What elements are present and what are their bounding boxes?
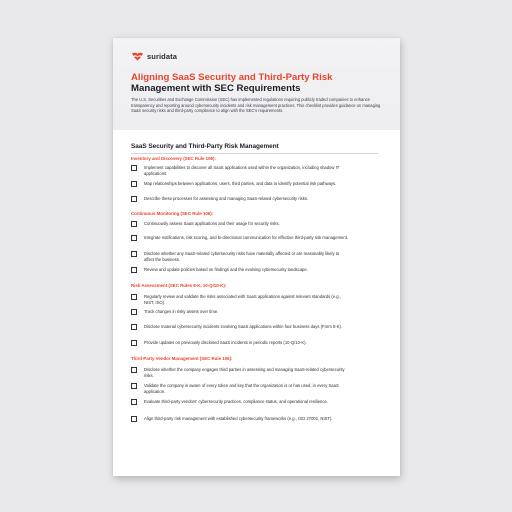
group-title-monitoring: Continuous Monitoring (SEC Rule 106): [131, 211, 214, 216]
brand-logo [131, 52, 177, 61]
checkbox[interactable] [131, 324, 137, 330]
checkbox[interactable] [131, 221, 137, 227]
checklist-item-text: Regularly review and validate the risks associated with SaaS applications against relevant standards (e.g., NIST, ISO). [144, 294, 341, 305]
group-title-vendor-management: Third-Party Vendor Management (SEC Rule 106): [131, 356, 233, 361]
intro-paragraph: The U.S. Securities and Exchange Commission (SEC) has implemented regulations requiring publicly traded companies to enhance transparency and reporting around cybersecurity incidents and risk management practices. This checklist provides guidance on managing SaaS security risks and third-party compliance to align with the SEC's requirements. [131, 97, 381, 114]
suridata-logo-icon [131, 52, 144, 61]
checkbox[interactable] [131, 399, 137, 405]
checkbox[interactable] [131, 309, 137, 315]
checklist-item-text: Evaluate third-party vendors' cybersecurity practices, compliance status, and operational resilience. [144, 399, 328, 404]
title-line-1: Aligning SaaS Security and Third-Party Risk [131, 72, 333, 83]
checklist-item-text: Describe these processes for assessing and managing SaaS-related cybersecurity risks. [144, 196, 309, 201]
group-title-risk-assessment: Risk Assessment (SEC Rules 8-K, 10-Q/10-K): [131, 283, 227, 288]
checklist-item-text: Continuously assess SaaS applications and their usage for security risks. [144, 221, 280, 226]
checkbox[interactable] [131, 251, 137, 257]
checklist-item-text: Disclose material cybersecurity incidents involving SaaS applications within four business days (Form 8-K). [144, 324, 343, 329]
checklist-page [113, 38, 400, 476]
page-title [131, 72, 391, 94]
checklist-item-text: Provide updates on previously disclosed SaaS incidents in periodic reports (10-Q/10-K). [144, 340, 307, 345]
checkbox[interactable] [131, 267, 137, 273]
checklist-item-text: Disclose whether the company engages third parties in assessing and managing SaaS-related cybersecurity risks. [144, 367, 345, 378]
checklist-item-text: Align third-party risk management with established cybersecurity frameworks (e.g., ISO 27001, NIST). [144, 416, 333, 421]
checkbox[interactable] [131, 367, 137, 373]
checkbox[interactable] [131, 181, 137, 187]
checkbox[interactable] [131, 416, 137, 422]
section-title: SaaS Security and Third-Party Risk Management [131, 143, 279, 150]
checkbox[interactable] [131, 383, 137, 389]
checkbox[interactable] [131, 165, 137, 171]
checkbox[interactable] [131, 235, 137, 241]
checkbox[interactable] [131, 340, 137, 346]
group-title-inventory: Inventory and Discovery (SEC Rule 106): [131, 156, 216, 161]
checklist-item-text: Integrate notifications, risk scoring, and bi-directional communication for effective third-party risk management. [144, 235, 349, 240]
checklist-item-text: Validate the company is aware of every token and key that the organization is or has used, in every SaaS application. [144, 383, 339, 394]
brand-name: suridata [147, 52, 177, 61]
checkbox[interactable] [131, 196, 137, 202]
checklist-item-text: Map relationships between applications, users, third parties, and data to identify potential risk pathways. [144, 181, 337, 186]
checklist-item-text: Track changes in risky assets over time. [144, 309, 219, 314]
title-line-2: Management with SEC Requirements [131, 83, 301, 94]
checklist-item-text: Review and update policies based on findings and the evolving cybersecurity landscape. [144, 267, 308, 272]
checklist-item-text: Disclose whether any SaaS-related cybersecurity risks have materially affected or are reasonably likely to affect the business. [144, 251, 340, 262]
section-divider [131, 153, 378, 154]
checkbox[interactable] [131, 294, 137, 300]
checklist-item-text: Implement capabilities to discover all SaaS applications used within the organization, including shadow IT applications. [144, 165, 340, 176]
